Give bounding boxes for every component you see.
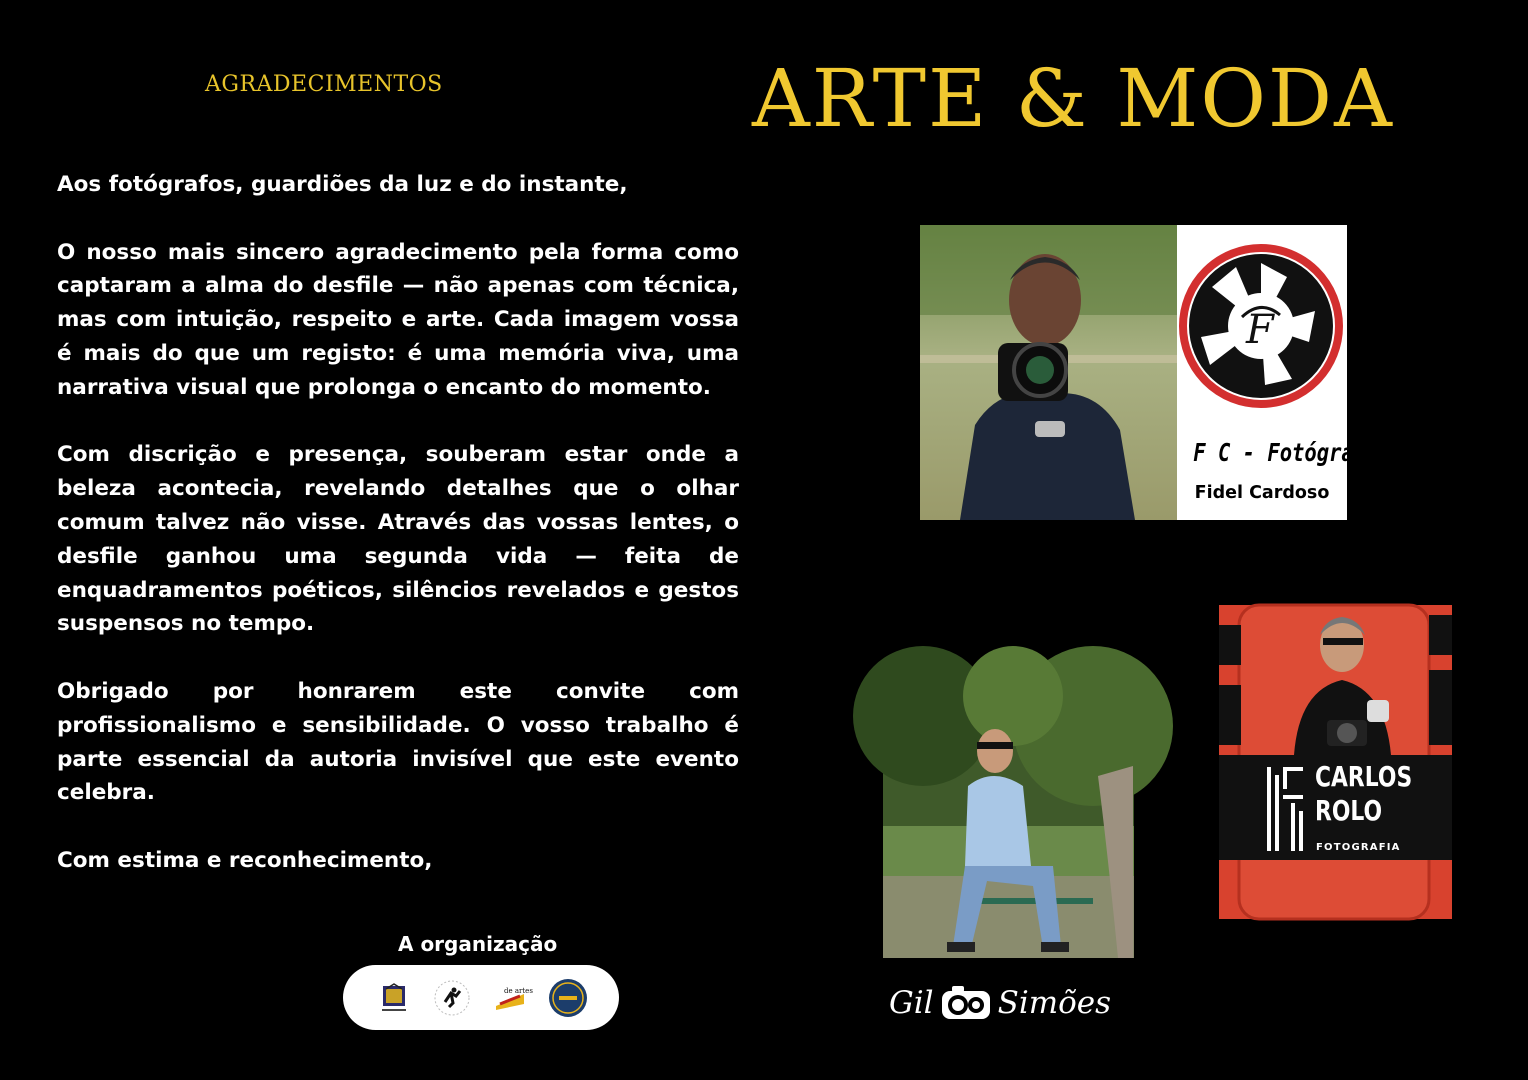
paco-de-artes-logo xyxy=(490,978,533,1018)
organization-logos xyxy=(343,965,619,1030)
carlos-rolo-name xyxy=(1315,760,1413,828)
svg-text:de artes: de artes xyxy=(504,986,533,995)
main-title: ARTE & MODA xyxy=(752,52,1394,145)
carlos-name-line-1: CARLOS xyxy=(1315,760,1413,793)
gil-last-name: Simões xyxy=(997,985,1112,1021)
fidel-cardoso-brand: F C - Fotógrafo xyxy=(1193,438,1379,467)
fidel-cardoso-name: Fidel Cardoso xyxy=(1194,483,1330,503)
letter-paragraph-3: Obrigado por honrarem este convite com profissionalismo e sensibilidade. O vosso trabalho é parte essencial da autoria invisível que este evento celebra. xyxy=(57,678,739,806)
gil-simoes-photo xyxy=(883,676,1134,958)
letter-body xyxy=(57,168,739,912)
fidel-cardoso-photo xyxy=(920,225,1379,520)
gil-simoes-signature xyxy=(889,980,1129,1026)
club-crest-logo xyxy=(374,978,414,1018)
svg-text:F: F xyxy=(1246,307,1274,353)
camera-icon xyxy=(938,983,994,1023)
letter-paragraph-1: O nosso mais sincero agradecimento pela forma como captaram a alma do desfile — não apenas com técnica, mas com intuição, respeito e arte. Cada imagem vossa é mais do que um registo: é uma memória viva, uma narrativa visual que prolonga o encanto do momento. xyxy=(57,239,739,400)
carlos-name-line-2: ROLO xyxy=(1315,794,1383,827)
letter-greeting: Aos fotógrafos, guardiões da luz e do instante, xyxy=(57,172,628,197)
organization-label: A organização xyxy=(398,932,558,956)
letter-paragraph-2: Com discrição e presença, souberam estar onde a beleza acontecia, revelando detalhes que o olhar comum talvez não visse. Através das vossas lentes, o desfile ganhou uma segunda vida — feita de enquadramentos poéticos, silêncios revelados e gestos suspensos no tempo. xyxy=(57,442,739,637)
gil-first-name: Gil xyxy=(889,985,934,1021)
fidel-cardoso-photo-card xyxy=(920,225,1379,520)
magazine-badge-logo xyxy=(548,978,588,1018)
letter-closing: Com estima e reconhecimento, xyxy=(57,847,433,873)
dancer-logo xyxy=(432,978,472,1018)
section-title: AGRADECIMENTOS xyxy=(205,72,443,97)
carlos-rolo-subtitle: FOTOGRAFIA xyxy=(1316,842,1401,853)
